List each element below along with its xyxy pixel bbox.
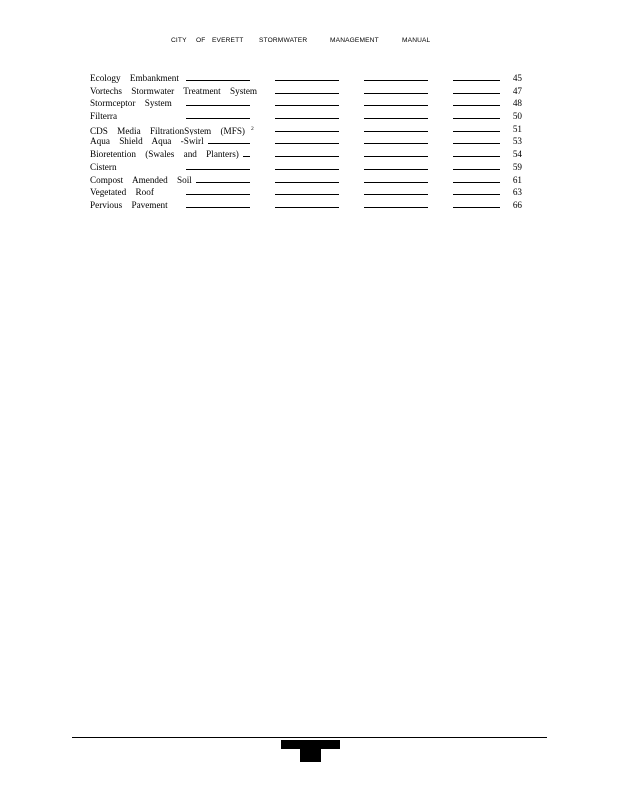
toc-leader-segment bbox=[275, 169, 339, 170]
toc-entry-title: Compost Amended Soil bbox=[90, 174, 196, 187]
header-word: MANAGEMENT bbox=[330, 37, 379, 44]
toc-leader-segment bbox=[275, 80, 339, 81]
toc-leader-segment bbox=[275, 105, 339, 106]
toc-entry-page: 59 bbox=[512, 161, 522, 172]
toc-entry-title: Stormceptor System bbox=[90, 97, 176, 110]
toc-leader-segment bbox=[275, 131, 339, 132]
toc-entry-page: 63 bbox=[512, 187, 522, 198]
toc-leader-segment bbox=[453, 182, 500, 183]
toc-leader-segment bbox=[186, 169, 250, 170]
toc-leader-segment bbox=[453, 169, 500, 170]
toc-leader-segment bbox=[453, 131, 500, 132]
toc-leader-segment bbox=[364, 207, 428, 208]
toc-entry[interactable] bbox=[90, 186, 522, 199]
toc-entry[interactable] bbox=[90, 148, 522, 161]
toc-leader-segment bbox=[275, 156, 339, 157]
toc-leader-segment bbox=[186, 118, 250, 119]
toc-leader-segment bbox=[186, 80, 250, 81]
toc-leader-segment bbox=[364, 131, 428, 132]
toc-entry-title: Cistern bbox=[90, 161, 121, 174]
toc-leader-segment bbox=[364, 93, 428, 94]
footnote-marker: 2 bbox=[251, 125, 254, 132]
toc-leader-segment bbox=[275, 93, 339, 94]
toc-entry-title: Bioretention (Swales and Planters) bbox=[90, 148, 243, 161]
toc-leader-segment bbox=[453, 156, 500, 157]
toc-leader-segment bbox=[364, 118, 428, 119]
toc-entry[interactable] bbox=[90, 97, 522, 110]
header-word: STORMWATER bbox=[259, 37, 308, 44]
footer-page-tab bbox=[281, 740, 340, 749]
toc-entry-title: Vegetated Roof bbox=[90, 186, 158, 199]
toc-leader-segment bbox=[364, 105, 428, 106]
toc-entry-page: 51 bbox=[512, 123, 522, 134]
toc-leader-segment bbox=[453, 143, 500, 144]
toc-leader-segment bbox=[364, 169, 428, 170]
toc-leader-segment bbox=[364, 194, 428, 195]
toc-entry-page: 45 bbox=[512, 73, 522, 83]
toc-leader-segment bbox=[186, 194, 250, 195]
toc-leader-segment bbox=[364, 156, 428, 157]
toc-entry[interactable] bbox=[90, 110, 522, 123]
footer-page-tab-stem bbox=[300, 749, 321, 762]
toc-entry-title: Filterra bbox=[90, 110, 121, 123]
toc-entry-page: 66 bbox=[512, 199, 522, 210]
toc-leader-segment bbox=[453, 118, 500, 119]
toc-leader-segment bbox=[453, 93, 500, 94]
header-word: MANUAL bbox=[402, 37, 431, 44]
toc-leader-line bbox=[90, 118, 500, 119]
running-header bbox=[0, 37, 618, 49]
toc-leader-segment bbox=[364, 80, 428, 81]
toc-leader-segment bbox=[186, 207, 250, 208]
toc-entry-title: Ecology Embankment bbox=[90, 72, 183, 85]
toc-entry-page: 47 bbox=[512, 85, 522, 96]
toc-leader-segment bbox=[453, 105, 500, 106]
toc-leader-segment bbox=[275, 207, 339, 208]
header-word: CITY bbox=[171, 37, 187, 44]
toc-leader-segment bbox=[275, 182, 339, 183]
toc-entry[interactable] bbox=[90, 174, 522, 187]
toc-leader-segment bbox=[275, 118, 339, 119]
toc-entry-page: 61 bbox=[512, 174, 522, 185]
footer-divider bbox=[72, 737, 547, 738]
toc-entry-title: Pervious Pavement bbox=[90, 199, 172, 212]
header-word: EVERETT bbox=[212, 37, 244, 44]
toc-entry-page: 50 bbox=[512, 111, 522, 122]
toc-leader-segment bbox=[453, 207, 500, 208]
toc-leader-segment bbox=[275, 143, 339, 144]
toc-entry-title: Vortechs Stormwater Treatment System bbox=[90, 85, 261, 98]
toc-leader-segment bbox=[275, 194, 339, 195]
toc-entry[interactable] bbox=[90, 199, 522, 212]
table-of-contents bbox=[90, 72, 522, 212]
toc-leader-segment bbox=[453, 194, 500, 195]
toc-entry[interactable] bbox=[90, 123, 522, 136]
toc-entry[interactable] bbox=[90, 72, 522, 85]
toc-leader-line bbox=[90, 169, 500, 170]
toc-entry[interactable] bbox=[90, 161, 522, 174]
toc-entry-title-text: CDS Media FiltrationSystem (MFS) bbox=[90, 125, 245, 136]
toc-entry-page: 48 bbox=[512, 98, 522, 109]
toc-entry[interactable] bbox=[90, 85, 522, 98]
toc-leader-segment bbox=[364, 143, 428, 144]
toc-leader-segment bbox=[186, 105, 250, 106]
toc-entry-page: 54 bbox=[512, 149, 522, 160]
toc-leader-segment bbox=[453, 80, 500, 81]
toc-entry-page: 53 bbox=[512, 136, 522, 147]
toc-entry-title: Aqua Shield Aqua -Swirl bbox=[90, 135, 208, 148]
toc-entry[interactable] bbox=[90, 135, 522, 148]
header-word: OF bbox=[196, 37, 206, 44]
toc-leader-segment bbox=[364, 182, 428, 183]
